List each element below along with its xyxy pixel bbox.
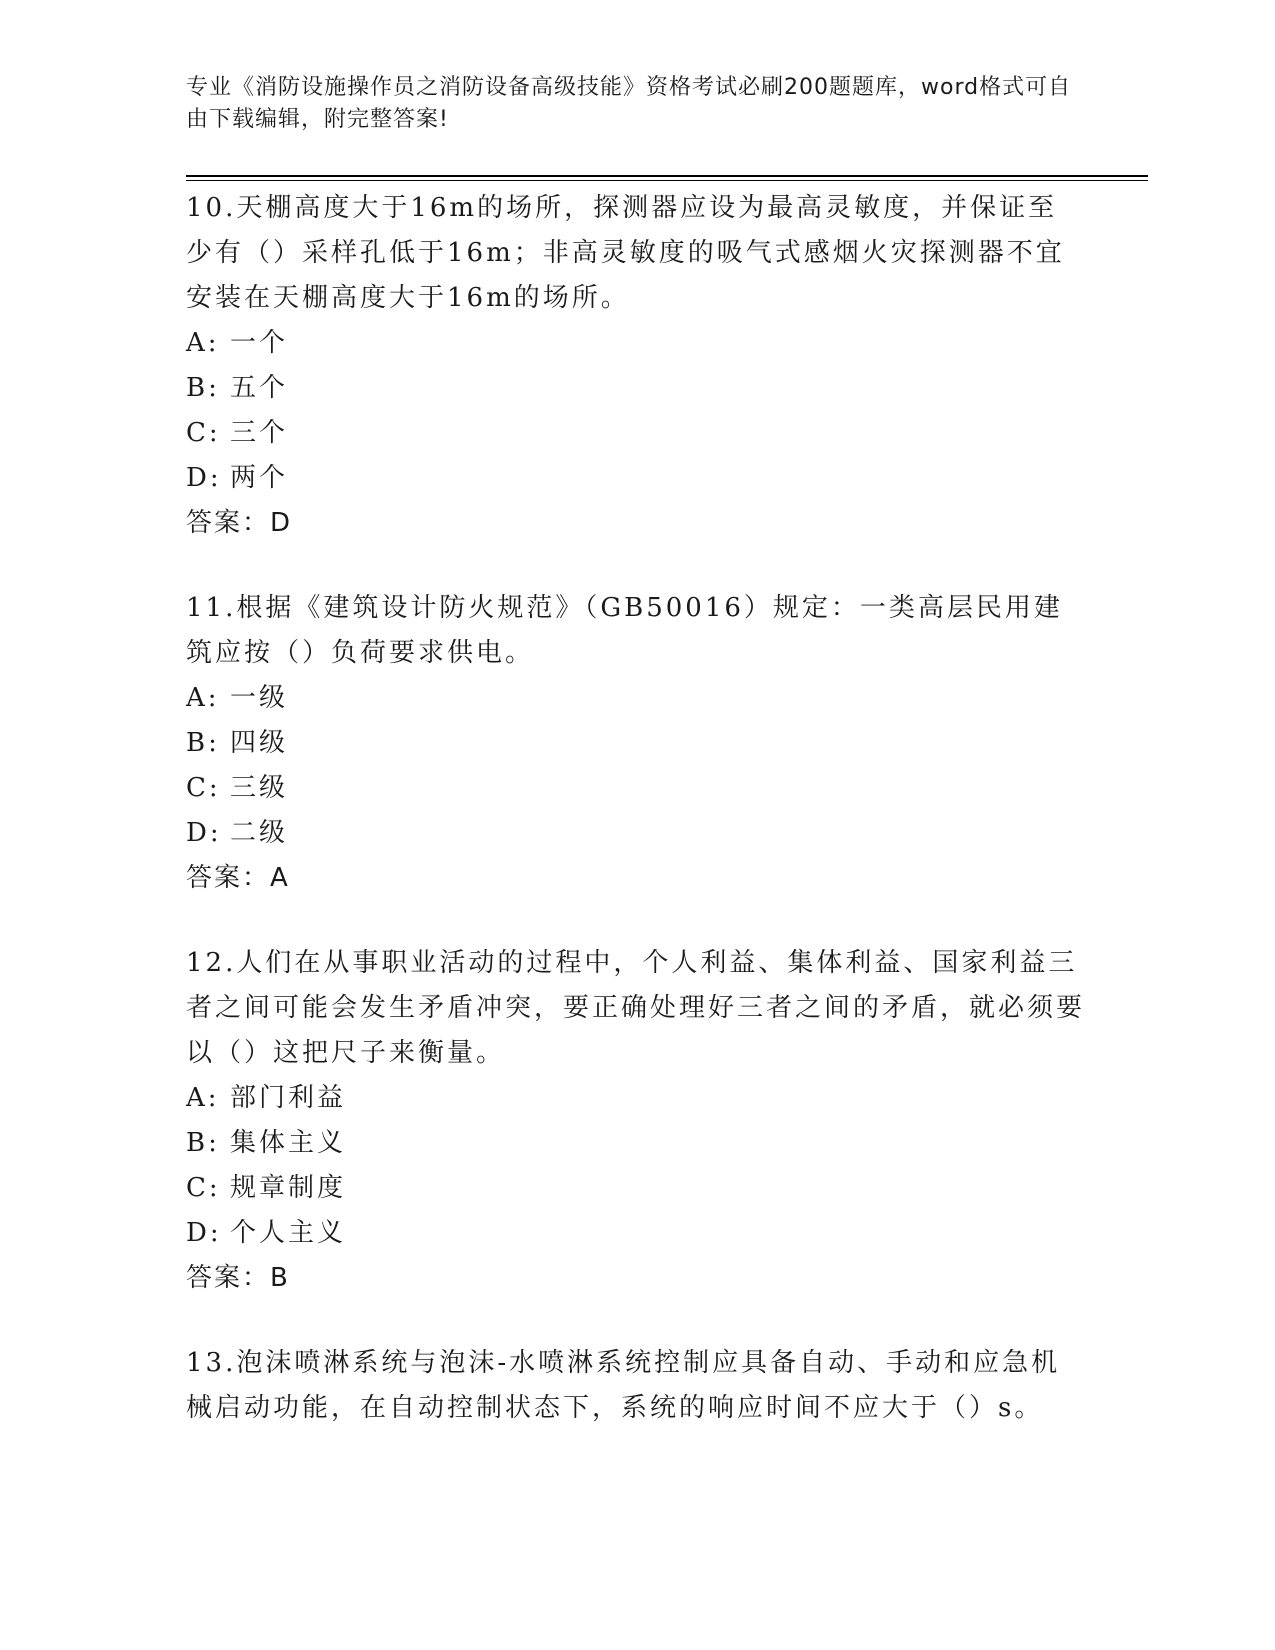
option-d bbox=[186, 1211, 1086, 1256]
option-letter: B: bbox=[186, 373, 220, 403]
question-list bbox=[186, 186, 1086, 1471]
option-d bbox=[186, 811, 1086, 856]
option-text: 四级 bbox=[230, 728, 289, 758]
option-letter: D: bbox=[186, 463, 222, 493]
option-letter: A: bbox=[186, 683, 220, 713]
option-text: 一级 bbox=[230, 683, 289, 713]
answer-line: 答案：A bbox=[186, 863, 290, 893]
option-c bbox=[186, 1166, 1086, 1211]
answer-line: 答案：D bbox=[186, 508, 293, 538]
option-a bbox=[186, 1076, 1086, 1121]
header-rule-thick bbox=[186, 175, 1148, 177]
option-text: 个人主义 bbox=[230, 1218, 347, 1248]
option-c bbox=[186, 411, 1086, 456]
document-header: 专业《消防设施操作员之消防设备高级技能》资格考试必刷200题题库，word格式可自由下载编辑，附完整答案! bbox=[186, 75, 1072, 132]
question-stem: 11.根据《建筑设计防火规范》（GB50016）规定：一类高层民用建筑应按（）负荷要求供电。 bbox=[186, 593, 1063, 668]
option-letter: C: bbox=[186, 1173, 221, 1203]
option-text: 集体主义 bbox=[230, 1128, 347, 1158]
option-text: 部门利益 bbox=[230, 1083, 347, 1113]
option-letter: B: bbox=[186, 1128, 220, 1158]
option-text: 三个 bbox=[230, 418, 289, 448]
option-letter: C: bbox=[186, 773, 221, 803]
option-letter: D: bbox=[186, 1218, 222, 1248]
option-a bbox=[186, 676, 1086, 721]
option-b bbox=[186, 1121, 1086, 1166]
option-letter: A: bbox=[186, 1083, 220, 1113]
option-letter: B: bbox=[186, 728, 220, 758]
question-10 bbox=[186, 186, 1086, 546]
question-stem: 10.天棚高度大于16m的场所，探测器应设为最高灵敏度，并保证至少有（）采样孔低于16m；非高灵敏度的吸气式感烟火灾探测器不宜安装在天棚高度大于16m的场所。 bbox=[186, 193, 1065, 313]
option-text: 规章制度 bbox=[230, 1173, 347, 1203]
option-text: 五个 bbox=[230, 373, 289, 403]
header-rule-thin bbox=[186, 180, 1148, 181]
question-stem: 13.泡沫喷淋系统与泡沫-水喷淋系统控制应具备自动、手动和应急机械启动功能，在自动控制状态下，系统的响应时间不应大于（）s。 bbox=[186, 1348, 1061, 1423]
option-d bbox=[186, 456, 1086, 501]
question-13 bbox=[186, 1341, 1086, 1431]
option-a bbox=[186, 321, 1086, 366]
question-stem: 12.人们在从事职业活动的过程中，个人利益、集体利益、国家利益三者之间可能会发生矛盾冲突，要正确处理好三者之间的矛盾，就必须要以（）这把尺子来衡量。 bbox=[186, 948, 1086, 1068]
option-text: 三级 bbox=[230, 773, 289, 803]
option-letter: C: bbox=[186, 418, 221, 448]
option-b bbox=[186, 721, 1086, 766]
question-11 bbox=[186, 586, 1086, 901]
question-12 bbox=[186, 941, 1086, 1301]
answer-line: 答案：B bbox=[186, 1263, 290, 1293]
option-letter: A: bbox=[186, 328, 220, 358]
option-c bbox=[186, 766, 1086, 811]
option-letter: D: bbox=[186, 818, 222, 848]
option-text: 一个 bbox=[230, 328, 289, 358]
option-text: 两个 bbox=[230, 463, 289, 493]
option-text: 二级 bbox=[230, 818, 289, 848]
option-b bbox=[186, 366, 1086, 411]
